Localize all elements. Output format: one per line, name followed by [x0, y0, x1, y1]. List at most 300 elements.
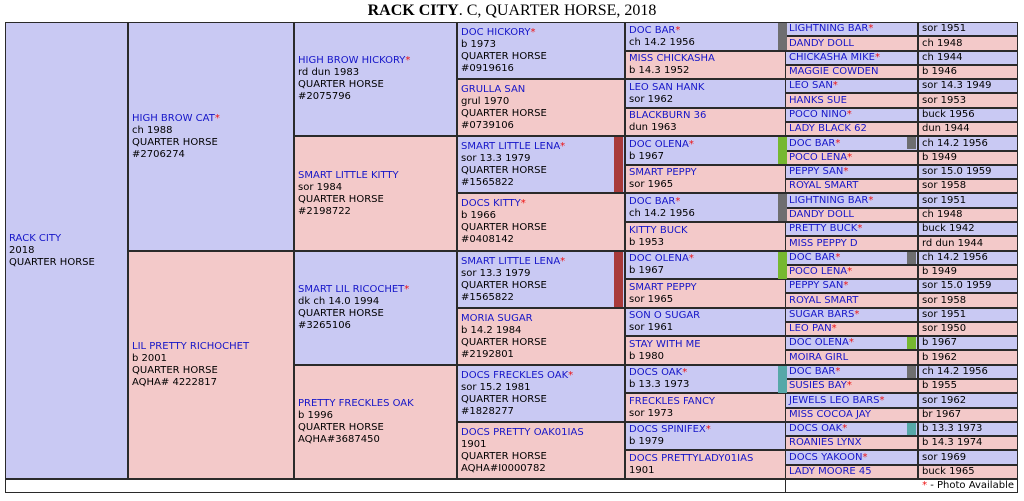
gen6-horse-name-link[interactable]: [789, 180, 914, 192]
gen6-horse-info: buck 1965: [922, 466, 975, 477]
legend-star: *: [922, 480, 928, 491]
gen6-horse-name[interactable]: DOC BAR: [789, 137, 836, 149]
gen5-horse-name[interactable]: SON O SUGAR: [629, 310, 701, 321]
gen6-horse-name-link[interactable]: [789, 423, 914, 435]
gen3-horse-info: sor 1984: [298, 181, 343, 193]
gen5-horse-name-link[interactable]: [629, 396, 785, 408]
gen5-cell-8: [625, 251, 789, 279]
gen6-horse-name[interactable]: PEPPY SAN: [789, 280, 844, 291]
gen6-horse-name-link[interactable]: [789, 252, 914, 264]
gen6-horse-info: dun 1944: [922, 123, 970, 134]
gen4-cell-6: [457, 365, 625, 422]
gen6-horse-name-link[interactable]: [789, 295, 914, 307]
gen6-horse-info: sor 1958: [922, 294, 967, 306]
gen4-horse-name[interactable]: DOCS FRECKLES OAK: [461, 369, 569, 381]
gen6-name-cell-5: [785, 93, 918, 108]
gen4-cell-0: [457, 22, 625, 79]
gen5-cell-10: [625, 308, 789, 336]
gen4-horse-info: #1565822: [461, 176, 514, 188]
gen4-horse-info: QUARTER HORSE: [461, 450, 547, 462]
gen6-horse-name[interactable]: MAGGIE COWDEN: [789, 66, 879, 77]
gen5-horse-name-link[interactable]: [629, 339, 785, 351]
gen6-photo-star: *: [832, 80, 838, 91]
gen5-cell-15: [625, 450, 789, 479]
gen5-cell-5: [625, 165, 789, 193]
gen3-horse-info: #3265106: [298, 320, 351, 331]
dup-marker-gen4-2: [614, 137, 623, 192]
gen6-horse-info: buck 1942: [922, 223, 975, 234]
gen6-info-cell-17: [918, 265, 1018, 279]
gen6-horse-name[interactable]: DOC OLENA: [789, 337, 849, 348]
gen6-name-cell-14: [785, 222, 918, 236]
gen6-horse-name-link[interactable]: [789, 223, 914, 235]
gen5-horse-name[interactable]: DOC OLENA: [629, 138, 689, 150]
gen6-horse-info: rd dun 1944: [922, 237, 984, 249]
gen5-horse-name-link[interactable]: [629, 82, 785, 94]
gen5-horse-name-link[interactable]: [629, 310, 785, 322]
gen5-horse-name[interactable]: FRECKLES FANCY: [629, 395, 716, 407]
gen6-name-cell-16: [785, 251, 918, 265]
gen6-horse-name-link[interactable]: [789, 395, 914, 407]
gen6-horse-name-link[interactable]: [789, 23, 914, 35]
gen5-horse-name[interactable]: MISS CHICKASHA: [629, 53, 715, 64]
gen3-horse-info: b 1996: [298, 410, 333, 421]
gen6-horse-name-link[interactable]: [789, 109, 914, 121]
gen6-horse-info: sor 1953: [922, 94, 967, 106]
gen6-photo-star: *: [848, 337, 854, 348]
gen4-horse-info: #1565822: [461, 291, 514, 303]
gen5-horse-name[interactable]: DOC OLENA: [629, 253, 689, 264]
gen3-horse-name-link[interactable]: [298, 170, 453, 182]
dup-marker-gen6-28: [907, 423, 916, 435]
gen6-horse-name-link[interactable]: [789, 452, 914, 464]
gen4-horse-info: QUARTER HORSE: [461, 336, 547, 348]
gen6-name-cell-10: [785, 165, 918, 179]
gen6-horse-name[interactable]: POCO LENA: [789, 152, 848, 163]
gen5-horse-name[interactable]: DOC BAR: [629, 24, 676, 36]
gen4-horse-info: #0408142: [461, 234, 514, 245]
gen6-photo-star: *: [846, 380, 852, 391]
gen6-horse-info: br 1967: [922, 409, 962, 420]
gen2-horse-info: AQHA# 4222817: [132, 377, 217, 388]
gen6-horse-name-link[interactable]: [789, 66, 914, 78]
gen2-photo-star: *: [214, 112, 220, 124]
gen4-cell-7: [457, 422, 625, 479]
gen6-info-cell-7: [918, 122, 1018, 136]
gen6-horse-name-link[interactable]: [789, 209, 914, 221]
gen6-name-cell-13: [785, 208, 918, 222]
gen5-horse-info: dun 1963: [629, 122, 677, 133]
gen6-name-cell-30: [785, 450, 918, 465]
gen6-horse-name-link[interactable]: [789, 38, 914, 50]
gen4-photo-star: *: [568, 369, 574, 381]
gen5-horse-info: sor 1973: [629, 407, 674, 419]
dup-marker-gen4-4: [614, 252, 623, 307]
gen3-horse-info: AQHA#3687450: [298, 434, 380, 445]
gen6-name-cell-31: [785, 465, 918, 479]
gen6-horse-info: sor 1958: [922, 180, 967, 191]
gen4-horse-info: sor 13.3 1979: [461, 267, 531, 279]
gen4-horse-name-link[interactable]: [461, 256, 621, 268]
gen6-info-cell-12: [918, 193, 1018, 208]
title-rest: . C, QUARTER HORSE, 2018: [458, 2, 657, 19]
gen5-horse-info: sor 1965: [629, 179, 674, 190]
gen5-cell-11: [625, 336, 789, 365]
gen6-horse-name-link[interactable]: [789, 466, 914, 478]
gen5-horse-name-link[interactable]: [629, 424, 785, 436]
gen6-info-cell-11: [918, 179, 1018, 193]
gen2-cell-1: [128, 251, 294, 479]
gen4-horse-info: QUARTER HORSE: [461, 393, 547, 405]
gen4-photo-star: *: [560, 255, 566, 267]
gen6-name-cell-12: [785, 193, 918, 208]
gen6-name-cell-6: [785, 108, 918, 122]
gen6-photo-star: *: [842, 423, 848, 434]
gen5-horse-name-link[interactable]: [629, 167, 785, 179]
gen6-name-cell-26: [785, 393, 918, 408]
gen3-horse-info: QUARTER HORSE: [298, 308, 384, 319]
gen4-horse-info: b 1966: [461, 210, 496, 221]
gen6-info-cell-26: [918, 393, 1018, 408]
gen3-horse-name[interactable]: HIGH BROW HICKORY: [298, 55, 406, 66]
gen5-cell-6: [625, 193, 789, 222]
gen6-horse-info: buck 1956: [922, 109, 975, 120]
gen5-photo-star: *: [688, 138, 694, 150]
gen5-horse-name-link[interactable]: [629, 253, 785, 265]
gen6-horse-info: sor 15.0 1959: [922, 280, 992, 291]
gen4-horse-name-link[interactable]: [461, 141, 621, 153]
gen4-horse-name-link[interactable]: [461, 370, 621, 382]
gen6-horse-name-link[interactable]: [789, 366, 914, 378]
gen6-info-cell-13: [918, 208, 1018, 222]
gen6-info-cell-21: [918, 322, 1018, 336]
gen5-horse-name-link[interactable]: [629, 453, 785, 465]
gen6-horse-name[interactable]: JEWELS LEO BARS: [789, 394, 880, 406]
gen5-horse-name[interactable]: DOCS OAK: [629, 367, 683, 378]
gen3-horse-name-link[interactable]: [298, 398, 453, 410]
gen4-photo-star: *: [530, 26, 536, 38]
gen6-horse-info: b 13.3 1973: [922, 423, 983, 434]
gen5-horse-name[interactable]: BLACKBURN 36: [629, 110, 707, 121]
gen4-horse-name-link[interactable]: [461, 198, 621, 210]
gen5-cell-0: [625, 22, 789, 51]
gen5-horse-name[interactable]: DOCS PRETTYLADY01IAS: [629, 452, 754, 464]
pedigree-grid: [5, 22, 1018, 479]
gen6-horse-name-link[interactable]: [789, 195, 914, 207]
gen4-horse-info: QUARTER HORSE: [461, 279, 547, 291]
gen3-horse-name[interactable]: PRETTY FRECKLES OAK: [298, 398, 414, 409]
gen5-horse-name-link[interactable]: [629, 25, 785, 37]
gen6-horse-info: ch 1948: [922, 209, 963, 220]
gen6-horse-name-link[interactable]: [789, 280, 914, 292]
gen4-horse-info: b 14.2 1984: [461, 324, 522, 336]
gen6-horse-name[interactable]: MOIRA GIRL: [789, 351, 849, 363]
gen6-name-cell-9: [785, 151, 918, 165]
gen6-horse-name[interactable]: DANDY DOLL: [789, 209, 854, 220]
gen6-info-cell-15: [918, 236, 1018, 251]
dup-marker-gen6-16: [907, 252, 916, 264]
gen5-horse-info: b 1967: [629, 150, 664, 162]
gen4-horse-name[interactable]: SMART LITTLE LENA: [461, 255, 561, 267]
gen3-horse-name[interactable]: SMART LITTLE KITTY: [298, 169, 399, 181]
gen6-horse-name[interactable]: PRETTY BUCK: [789, 223, 858, 234]
dup-marker-gen6-22: [907, 337, 916, 349]
gen6-horse-name[interactable]: ROANIES LYNX: [789, 437, 862, 448]
gen6-horse-name-link[interactable]: [789, 95, 914, 107]
gen6-horse-name-link[interactable]: [789, 80, 914, 92]
gen4-horse-name[interactable]: DOCS KITTY: [461, 198, 521, 209]
gen5-horse-info: b 1967: [629, 265, 664, 276]
gen6-info-cell-23: [918, 350, 1018, 365]
gen4-photo-star: *: [520, 198, 526, 209]
gen5-horse-info: ch 14.2 1956: [629, 36, 695, 48]
gen6-horse-info: sor 1950: [922, 323, 967, 334]
gen4-horse-info: sor 15.2 1981: [461, 381, 531, 393]
gen6-name-cell-25: [785, 379, 918, 393]
gen6-horse-info: b 1949: [922, 152, 957, 163]
gen6-name-cell-17: [785, 265, 918, 279]
gen2-horse-info: b 2001: [132, 353, 167, 364]
gen1-horse-info: QUARTER HORSE: [9, 256, 95, 268]
gen5-cell-9: [625, 279, 789, 308]
gen6-name-cell-29: [785, 436, 918, 450]
gen6-horse-info: sor 15.0 1959: [922, 166, 992, 177]
gen4-horse-name[interactable]: SMART LITTLE LENA: [461, 140, 561, 152]
gen6-horse-name[interactable]: PEPPY SAN: [789, 166, 844, 177]
gen6-info-cell-19: [918, 293, 1018, 308]
gen6-horse-info: ch 14.2 1956: [922, 252, 988, 263]
gen4-horse-name[interactable]: GRULLA SAN: [461, 83, 526, 95]
gen3-photo-star: *: [405, 55, 411, 66]
gen5-horse-info: b 1979: [629, 436, 664, 447]
gen6-photo-star: *: [879, 394, 885, 406]
gen6-info-cell-18: [918, 279, 1018, 293]
gen3-horse-name-link[interactable]: [298, 284, 453, 296]
gen4-horse-name[interactable]: DOC HICKORY: [461, 26, 531, 38]
gen5-cell-12: [625, 365, 789, 393]
gen6-horse-info: sor 1951: [922, 309, 967, 320]
gen6-horse-name-link[interactable]: [789, 337, 914, 349]
dup-marker-gen5-4: [778, 137, 787, 164]
gen4-horse-name-link[interactable]: [461, 27, 621, 39]
gen6-horse-name[interactable]: DOCS YAKOON: [789, 451, 863, 463]
gen6-photo-star: *: [868, 194, 874, 206]
gen6-horse-name[interactable]: SUSIES BAY: [789, 380, 847, 391]
gen6-horse-name[interactable]: LADY MOORE 45: [789, 466, 872, 477]
gen4-horse-name[interactable]: DOCS PRETTY OAK01IAS: [461, 426, 584, 438]
gen6-horse-name-link[interactable]: [789, 238, 914, 250]
gen5-horse-name[interactable]: DOCS SPINIFEX: [629, 424, 706, 435]
gen5-horse-name[interactable]: LEO SAN HANK: [629, 81, 705, 93]
gen6-horse-name-link[interactable]: [789, 152, 914, 164]
gen6-info-cell-5: [918, 93, 1018, 108]
gen3-horse-info: QUARTER HORSE: [298, 79, 384, 90]
gen6-info-cell-22: [918, 336, 1018, 350]
gen3-horse-info: #2075796: [298, 91, 351, 102]
gen4-horse-name-link[interactable]: [461, 84, 621, 96]
gen5-cell-4: [625, 136, 789, 165]
gen6-photo-star: *: [857, 223, 863, 234]
gen5-horse-name[interactable]: SMART PEPPY: [629, 281, 697, 293]
gen5-horse-name[interactable]: DOC BAR: [629, 195, 676, 207]
gen5-horse-name-link[interactable]: [629, 196, 785, 208]
gen6-horse-name-link[interactable]: [789, 437, 914, 449]
gen4-cell-1: [457, 79, 625, 136]
gen5-photo-star: *: [675, 195, 681, 207]
gen6-photo-star: *: [831, 323, 837, 334]
gen5-horse-name-link[interactable]: [629, 367, 785, 379]
gen5-horse-info: sor 1962: [629, 93, 674, 105]
gen5-cell-2: [625, 79, 789, 108]
gen6-name-cell-19: [785, 293, 918, 308]
gen6-horse-info: b 1946: [922, 66, 957, 77]
gen6-name-cell-22: [785, 336, 918, 350]
gen6-horse-name[interactable]: DOCS OAK: [789, 423, 843, 434]
gen5-horse-name[interactable]: SMART PEPPY: [629, 167, 697, 178]
gen6-horse-name-link[interactable]: [789, 166, 914, 178]
gen5-horse-info: ch 14.2 1956: [629, 207, 695, 219]
gen6-horse-info: ch 14.2 1956: [922, 137, 988, 149]
gen6-horse-name[interactable]: SUGAR BARS: [789, 309, 855, 320]
gen1-horse-name[interactable]: RACK CITY: [9, 232, 62, 244]
gen6-horse-info: b 1949: [922, 266, 957, 277]
gen6-name-cell-8: [785, 136, 918, 151]
gen6-horse-name[interactable]: LEO SAN: [789, 80, 833, 91]
gen1-horse-name-link[interactable]: [9, 233, 124, 245]
dup-marker-gen6-8: [907, 137, 916, 149]
gen5-horse-name-link[interactable]: [629, 282, 785, 294]
gen6-name-cell-7: [785, 122, 918, 136]
gen2-horse-info: #2706274: [132, 148, 185, 160]
gen6-photo-star: *: [843, 166, 849, 177]
gen6-horse-name[interactable]: POCO NINO: [789, 109, 847, 120]
gen5-horse-name-link[interactable]: [629, 139, 785, 151]
gen6-photo-star: *: [846, 109, 852, 120]
gen3-horse-info: QUARTER HORSE: [298, 193, 384, 205]
gen6-photo-star: *: [835, 366, 841, 377]
gen4-cell-4: [457, 251, 625, 308]
gen5-horse-info: b 13.3 1973: [629, 379, 690, 390]
gen6-horse-name[interactable]: DOC BAR: [789, 366, 836, 377]
gen6-horse-name-link[interactable]: [789, 138, 914, 150]
gen6-horse-name[interactable]: ROYAL SMART: [789, 294, 859, 306]
gen6-photo-star: *: [847, 152, 853, 163]
gen6-horse-name[interactable]: LIGHTNING BAR: [789, 194, 869, 206]
gen6-horse-name[interactable]: HANKS SUE: [789, 94, 847, 106]
gen6-horse-name[interactable]: DANDY DOLL: [789, 37, 854, 49]
gen3-cell-3: [294, 365, 457, 479]
gen6-horse-info: sor 14.3 1949: [922, 80, 992, 91]
gen3-cell-2: [294, 251, 457, 365]
gen6-name-cell-4: [785, 79, 918, 93]
gen6-horse-info: sor 1962: [922, 394, 967, 406]
gen6-info-cell-24: [918, 365, 1018, 379]
gen2-horse-name-link[interactable]: [132, 113, 290, 125]
gen6-name-cell-27: [785, 408, 918, 422]
gen6-info-cell-16: [918, 251, 1018, 265]
gen6-horse-name-link[interactable]: [789, 409, 914, 421]
gen6-info-cell-29: [918, 436, 1018, 450]
gen4-horse-name-link[interactable]: [461, 427, 621, 439]
gen6-horse-name-link[interactable]: [789, 352, 914, 364]
gen6-horse-name-link[interactable]: [789, 380, 914, 392]
gen2-horse-name[interactable]: HIGH BROW CAT: [132, 112, 215, 124]
gen6-info-cell-14: [918, 222, 1018, 236]
legend-text: - Photo Available: [927, 480, 1014, 491]
gen6-horse-name-link[interactable]: [789, 266, 914, 278]
gen6-photo-star: *: [835, 137, 841, 149]
gen6-horse-name[interactable]: CHICKASHA MIKE: [789, 52, 875, 63]
gen6-name-cell-11: [785, 179, 918, 193]
gen5-photo-star: *: [688, 253, 694, 264]
gen4-horse-info: #1828277: [461, 405, 514, 417]
gen4-horse-info: QUARTER HORSE: [461, 107, 547, 119]
gen6-horse-name-link[interactable]: [789, 123, 914, 135]
gen5-horse-name-link[interactable]: [629, 110, 785, 122]
gen5-horse-name[interactable]: KITTY BUCK: [629, 224, 688, 236]
gen6-horse-info: ch 14.2 1956: [922, 366, 988, 377]
gen3-horse-info: QUARTER HORSE: [298, 422, 384, 433]
gen6-horse-name[interactable]: DOC BAR: [789, 252, 836, 263]
gen6-horse-name-link[interactable]: [789, 309, 914, 321]
gen5-horse-info: sor 1961: [629, 322, 674, 333]
gen6-horse-info: b 1967: [922, 337, 957, 348]
gen5-horse-name-link[interactable]: [629, 225, 785, 237]
gen4-horse-info: sor 13.3 1979: [461, 152, 531, 164]
gen2-horse-name[interactable]: LIL PRETTY RICHOCHET: [132, 341, 250, 352]
gen6-horse-name-link[interactable]: [789, 323, 914, 335]
gen6-horse-name[interactable]: MISS PEPPY D: [789, 237, 858, 249]
gen5-horse-name-link[interactable]: [629, 53, 785, 65]
gen6-info-cell-20: [918, 308, 1018, 322]
gen6-name-cell-21: [785, 322, 918, 336]
gen6-horse-name[interactable]: POCO LENA: [789, 266, 848, 277]
gen6-photo-star: *: [854, 309, 860, 320]
gen6-horse-name[interactable]: ROYAL SMART: [789, 180, 859, 191]
gen1-cell-0: [5, 22, 128, 479]
gen5-horse-name[interactable]: STAY WITH ME: [629, 338, 701, 350]
gen1-horse-info: 2018: [9, 244, 35, 256]
gen6-horse-name-link[interactable]: [789, 52, 914, 64]
gen2-horse-name-link[interactable]: [132, 341, 290, 353]
gen6-horse-name[interactable]: LIGHTNING BAR: [789, 23, 869, 34]
gen3-horse-name[interactable]: SMART LIL RICOCHET: [298, 284, 405, 295]
gen6-horse-info: b 1962: [922, 351, 957, 363]
gen6-horse-name[interactable]: MISS COCOA JAY: [789, 409, 871, 420]
gen4-horse-info: AQHA#I0000782: [461, 462, 546, 474]
gen2-cell-0: [128, 22, 294, 251]
gen2-horse-info: QUARTER HORSE: [132, 136, 218, 148]
gen6-photo-star: *: [835, 252, 841, 263]
gen5-cell-13: [625, 393, 789, 422]
gen4-cell-3: [457, 193, 625, 251]
photo-legend: [785, 479, 1018, 493]
gen6-horse-name[interactable]: LEO PAN: [789, 323, 832, 334]
gen6-horse-info: ch 1948: [922, 37, 963, 49]
gen6-horse-name[interactable]: LADY BLACK 62: [789, 123, 867, 134]
gen3-cell-1: [294, 136, 457, 251]
gen4-horse-info: QUARTER HORSE: [461, 50, 547, 62]
gen4-horse-info: #0739106: [461, 119, 514, 131]
gen5-photo-star: *: [705, 424, 711, 435]
gen6-info-cell-6: [918, 108, 1018, 122]
gen3-horse-name-link[interactable]: [298, 55, 453, 67]
gen5-cell-3: [625, 108, 789, 136]
gen4-horse-name[interactable]: MORIA SUGAR: [461, 312, 533, 324]
gen6-name-cell-2: [785, 51, 918, 65]
gen6-info-cell-25: [918, 379, 1018, 393]
gen4-horse-name-link[interactable]: [461, 313, 621, 325]
